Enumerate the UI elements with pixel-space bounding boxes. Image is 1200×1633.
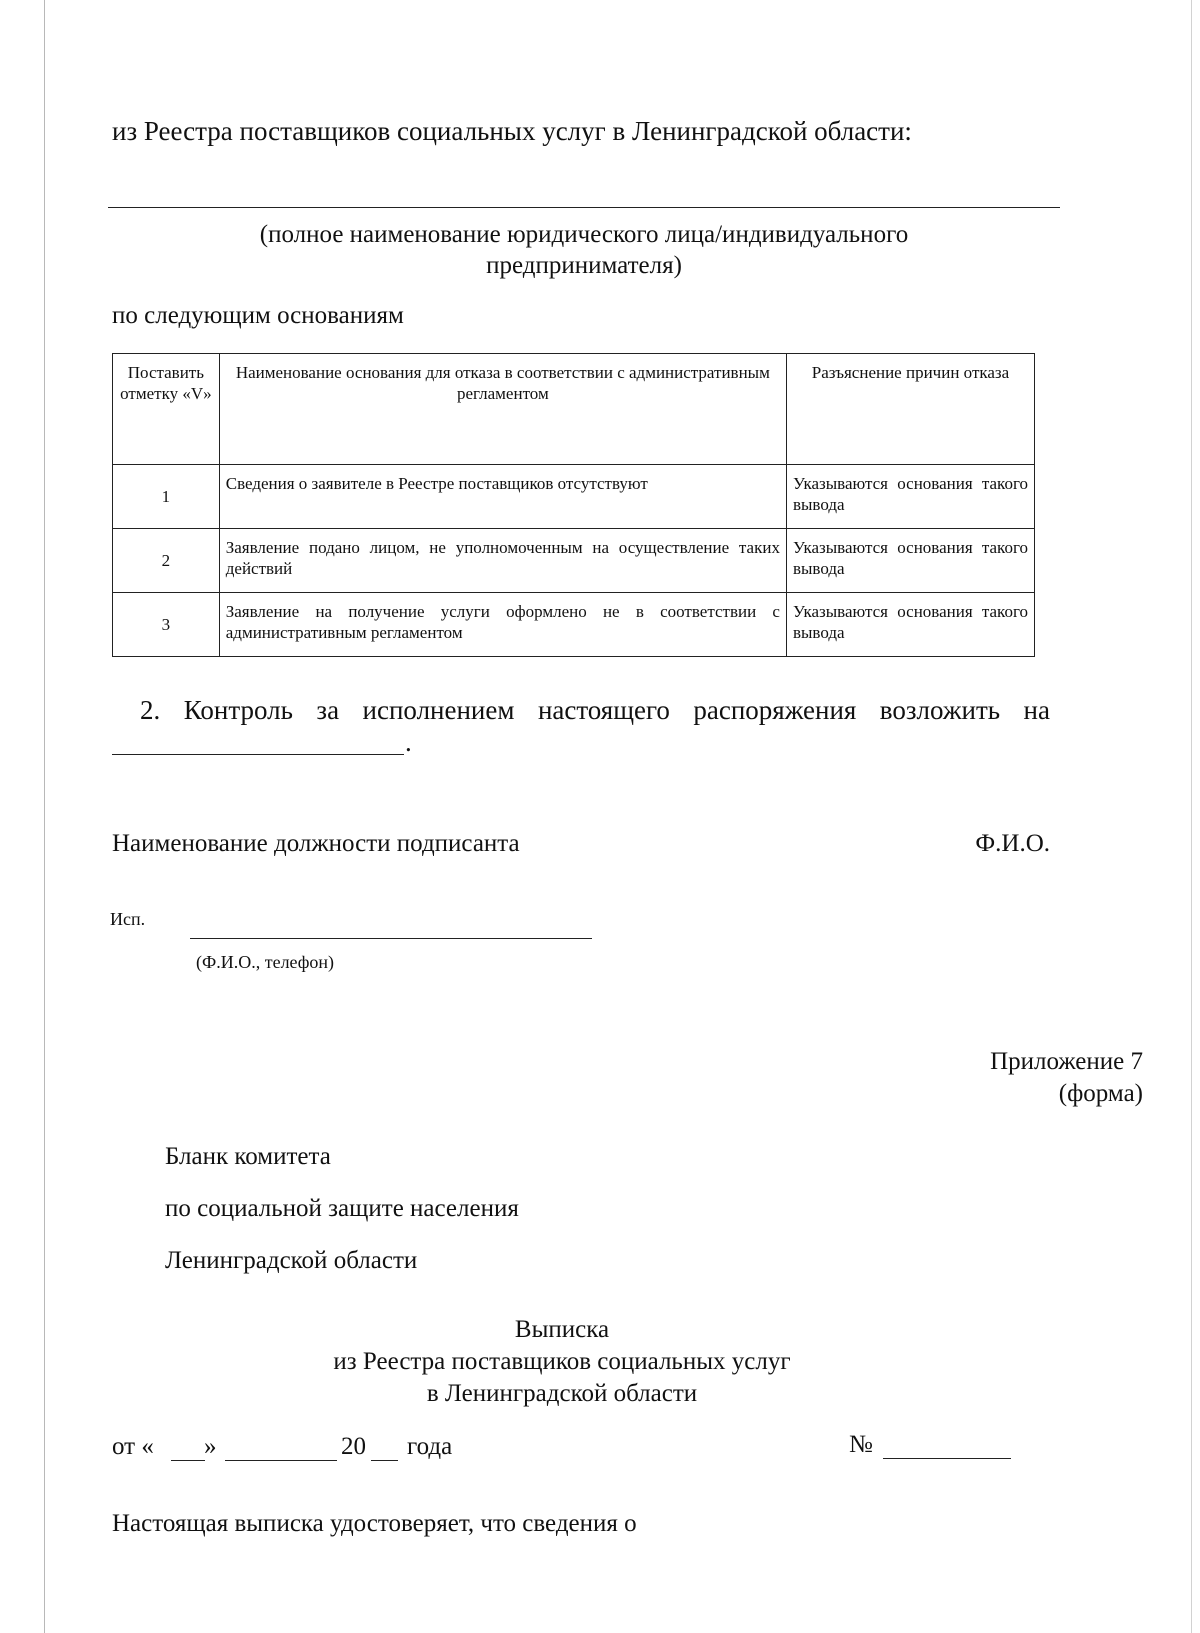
date-suffix: года <box>407 1433 453 1460</box>
document-number-blank <box>883 1458 1011 1459</box>
signatory-name: Ф.И.О. <box>975 830 1050 857</box>
executor-label: Исп. <box>110 909 146 929</box>
table-row <box>113 593 1035 657</box>
entity-caption-line2: предпринимателя) <box>486 252 682 279</box>
doc-title-line3: в Ленинградской области <box>426 1380 698 1407</box>
certifies-line: Настоящая выписка удостоверяет, что сведения о <box>112 1510 637 1537</box>
row-reason: Сведения о заявителе в Реестре поставщиков отсутствуют <box>219 465 786 529</box>
entity-name-blank <box>108 207 1060 208</box>
row-number: 1 <box>113 465 220 529</box>
executor-caption: (Ф.И.О., телефон) <box>196 952 335 972</box>
date-day-blank <box>171 1460 205 1461</box>
intro-line: из Реестра поставщиков социальных услуг в Ленинградской области: <box>112 116 912 146</box>
date-prefix: от « <box>112 1433 154 1460</box>
row-explanation: Указываются основания такого вывода <box>786 465 1034 529</box>
date-month-blank <box>225 1460 337 1461</box>
scan-page-edge <box>44 0 45 1633</box>
row-number: 2 <box>113 529 220 593</box>
header-reason: Наименование основания для отказа в соответствии с административным регламентом <box>219 354 786 465</box>
date-quote-close: » <box>204 1433 217 1460</box>
refusal-grounds-table <box>112 353 1035 657</box>
table-row <box>113 529 1035 593</box>
executor-blank <box>190 938 592 939</box>
row-reason: Заявление на получение услуги оформлено не в соответствии с административным регламентом <box>219 593 786 657</box>
doc-title-line2: из Реестра поставщиков социальных услуг <box>333 1348 791 1375</box>
header-mark: Поставить отметку «V» <box>113 354 220 465</box>
row-number: 3 <box>113 593 220 657</box>
table-row <box>113 465 1035 529</box>
date-year-prefix: 20 <box>341 1433 366 1460</box>
row-explanation: Указываются основания такого вывода <box>786 529 1034 593</box>
date-year-blank <box>371 1460 398 1461</box>
entity-caption-line1: (полное наименование юридического лица/индивидуального <box>259 221 909 248</box>
control-clause: 2. Контроль за исполнением настоящего распоряжения возложить на <box>140 695 1050 725</box>
control-clause-period: . <box>405 727 412 757</box>
table-header-row <box>113 354 1035 465</box>
row-reason: Заявление подано лицом, не уполномоченным на осуществление таких действий <box>219 529 786 593</box>
appendix-number: Приложение 7 <box>990 1048 1143 1075</box>
signatory-position: Наименование должности подписанта <box>112 830 520 857</box>
doc-title-line1: Выписка <box>514 1316 610 1343</box>
letterhead-line2: по социальной защите населения <box>165 1195 519 1222</box>
appendix-form: (форма) <box>1058 1080 1143 1107</box>
responsible-person-blank <box>112 754 404 755</box>
grounds-label: по следующим основаниям <box>112 302 404 329</box>
row-explanation: Указываются основания такого вывода <box>786 593 1034 657</box>
header-explanation: Разъяснение причин отказа <box>786 354 1034 465</box>
number-sign: № <box>849 1431 873 1458</box>
scan-page-edge-right <box>1191 0 1192 1633</box>
letterhead-line3: Ленинградской области <box>165 1247 418 1274</box>
letterhead-line1: Бланк комитета <box>165 1143 331 1170</box>
